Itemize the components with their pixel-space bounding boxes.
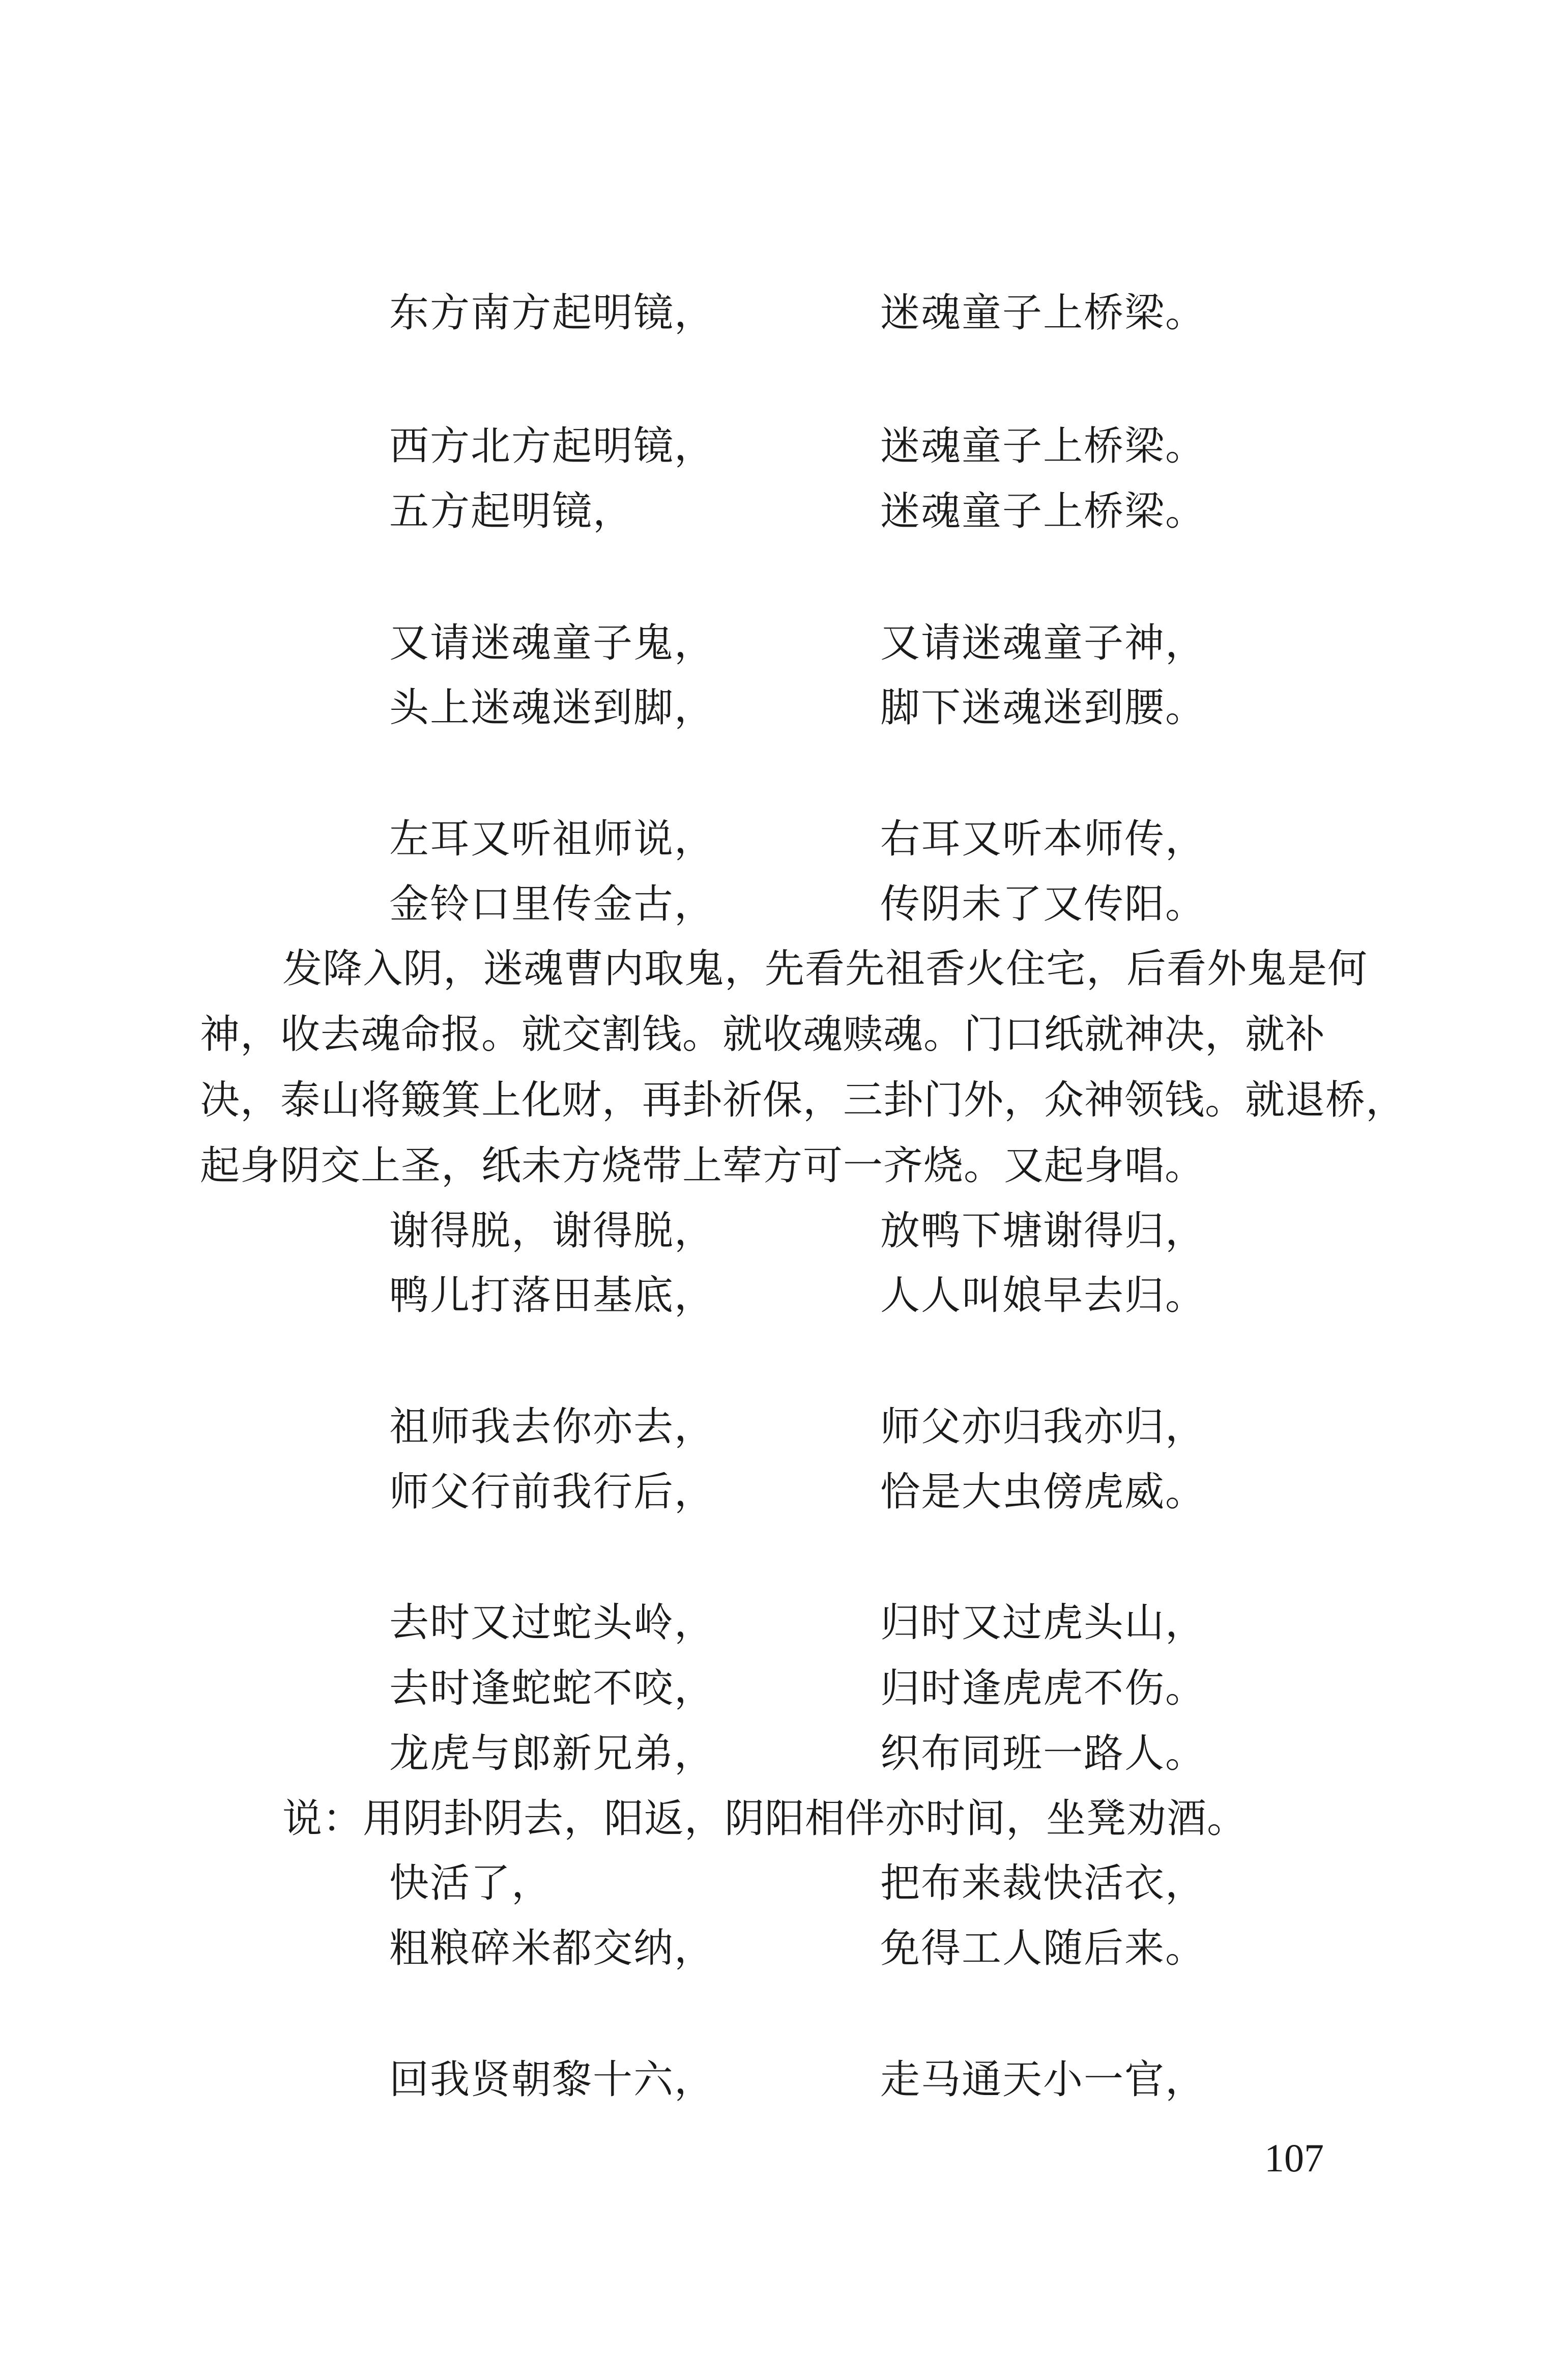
verse-line-right: 右耳又听本师传， — [880, 816, 1206, 862]
verse-line-left: 左耳又听祖师说， — [389, 816, 715, 862]
verse-line-right: 传阴未了又传阳。 — [880, 881, 1206, 927]
verse-line-left: 去时逢蛇蛇不咬， — [389, 1666, 715, 1711]
paragraph-line: 决，泰山将簸箕上化财，再卦祈保，三卦门外，众神领钱。就退桥， — [200, 1077, 1406, 1123]
verse-line-right: 恰是大虫傍虎威。 — [880, 1469, 1206, 1515]
page-number: 107 — [1264, 2136, 1324, 2180]
verse-line-right: 迷魂童子上桥梁。 — [880, 489, 1206, 534]
verse-line-right: 放鸭下塘谢得归， — [880, 1208, 1206, 1254]
verse-line-left: 师父行前我行后， — [389, 1469, 715, 1515]
verse-line-right: 迷魂童子上桥梁。 — [880, 290, 1206, 336]
verse-line-right: 走马通天小一官， — [880, 2057, 1206, 2103]
verse-line-left: 东方南方起明镜， — [389, 290, 715, 336]
verse-line-right: 归时又过虎头山， — [880, 1600, 1206, 1646]
verse-line-right: 迷魂童子上桥梁。 — [880, 423, 1206, 469]
verse-line-left: 回我贤朝黎十六， — [389, 2057, 715, 2103]
speech-line: 说：用阴卦阴去，阳返，阴阳相伴亦时间，坐凳劝酒。 — [282, 1796, 1248, 1842]
verse-line-left: 快活了， — [389, 1860, 553, 1906]
verse-line-right: 师父亦归我亦归， — [880, 1404, 1206, 1450]
verse-line-left: 又请迷魂童子鬼， — [389, 620, 715, 666]
verse-line-left: 西方北方起明镜， — [389, 423, 715, 469]
verse-line-right: 人人叫娘早去归。 — [880, 1273, 1206, 1318]
verse-line-right: 又请迷魂童子神， — [880, 620, 1206, 666]
verse-line-right: 归时逢虎虎不伤。 — [880, 1666, 1206, 1711]
verse-line-left: 祖师我去你亦去， — [389, 1404, 715, 1450]
verse-line-left: 鸭儿打落田基底， — [389, 1273, 715, 1318]
verse-line-right: 免得工人随后来。 — [880, 1926, 1206, 1971]
paragraph-line: 神，收去魂命报。就交割钱。就收魂赎魂。门口纸就神决，就补 — [200, 1012, 1326, 1057]
verse-line-left: 粗粮碎米都交纳， — [389, 1926, 715, 1971]
verse-line-left: 谢得脱，谢得脱， — [389, 1208, 715, 1254]
verse-line-right: 把布来裁快活衣， — [880, 1860, 1206, 1906]
verse-line-left: 金铃口里传金古， — [389, 881, 715, 927]
verse-line-left: 去时又过蛇头岭， — [389, 1600, 715, 1646]
paragraph-line: 起身阴交上圣，纸未方烧带上荤方可一齐烧。又起身唱。 — [200, 1143, 1205, 1189]
verse-line-right: 脚下迷魂迷到腰。 — [880, 685, 1206, 731]
paragraph-line: 发降入阴，迷魂曹内取鬼，先看先祖香火住宅，后看外鬼是何 — [282, 946, 1368, 992]
verse-line-left: 五方起明镜， — [389, 489, 634, 534]
verse-line-left: 龙虎与郎新兄弟， — [389, 1731, 715, 1776]
verse-line-right: 织布同班一路人。 — [880, 1731, 1206, 1776]
verse-line-left: 头上迷魂迷到脚， — [389, 685, 715, 731]
